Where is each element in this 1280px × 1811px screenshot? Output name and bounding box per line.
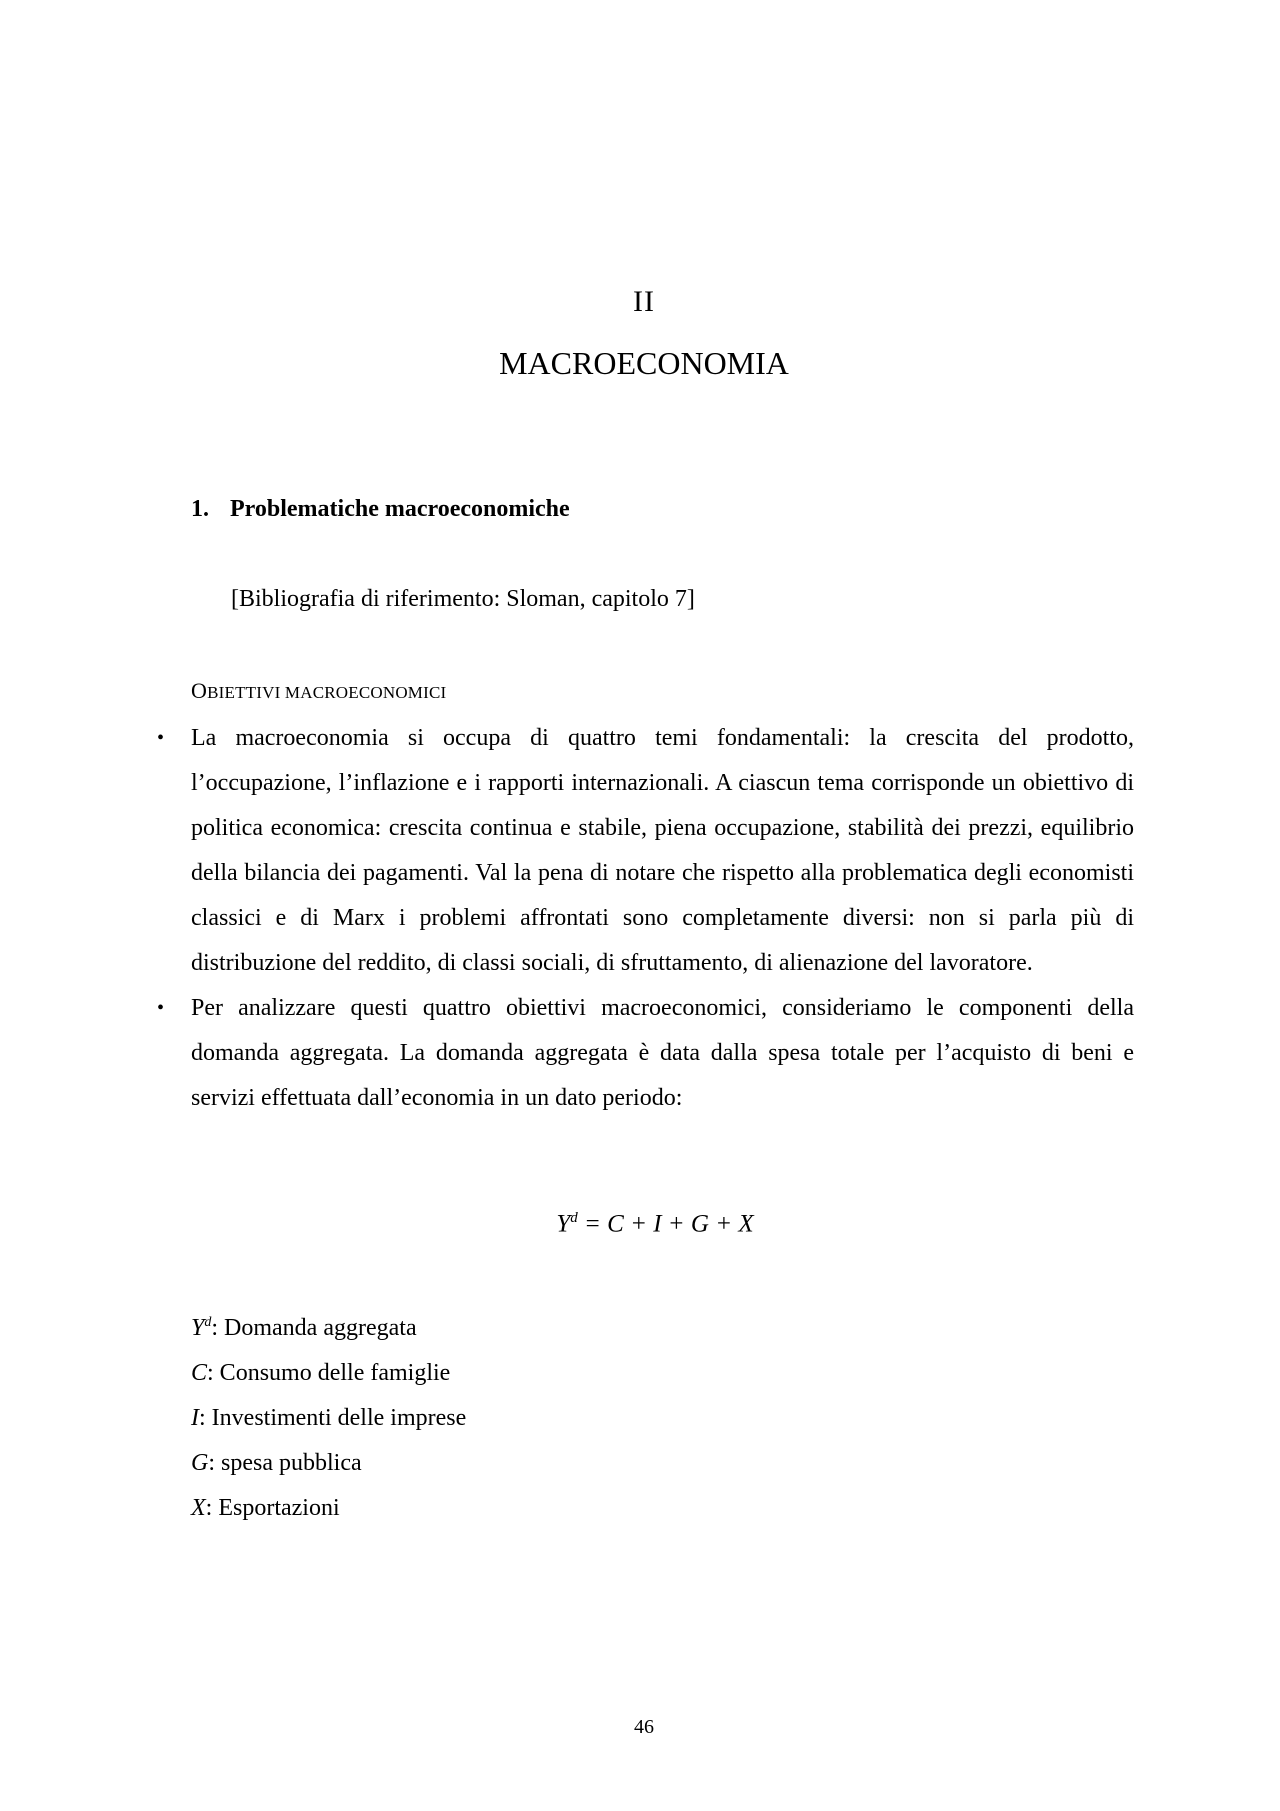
page-number: 46 (634, 1716, 654, 1738)
bullet-list (157, 716, 1134, 1121)
legend-item (191, 1441, 466, 1486)
section-number: 1. (191, 496, 209, 522)
legend-item (191, 1396, 466, 1441)
subheading-initial: O (191, 678, 208, 703)
legend-symbol: Y (191, 1315, 205, 1341)
legend-symbol: C (191, 1360, 208, 1386)
bullet-text: La macroeconomia si occupa di quattro temi fondamentali: la crescita del prodotto, l’occupazione, l’inflazione e i rapporti internazionali. A ciascun tema corrisponde un obiettivo di politica economica: crescita continua e stabile, piena occupazione, stabilità dei prezzi, equilibrio della bilancia dei pagamenti. Val la pena di notare che rispetto alla problematica degli economisti classici e di Marx i problemi affrontati sono completamente diversi: non si parla più di distribuzione del reddito, di classi sociali, di sfruttamento, di alienazione del lavoratore. (191, 725, 1134, 976)
aggregate-demand-equation (0, 1210, 1280, 1238)
bullet-item (157, 986, 1134, 1121)
chapter-title: MACROECONOMIA (499, 345, 789, 381)
legend-superscript: d (204, 1315, 212, 1330)
bullet-icon: • (157, 727, 165, 749)
bullet-text: Per analizzare questi quattro obiettivi macroeconomici, consideriamo le componenti della domanda aggregata. La domanda aggregata è data dalla spesa totale per l’acquisto di beni e servizi effettuata dall’economia in un dato periodo: (191, 995, 1134, 1111)
legend-text: : Investimenti delle imprese (199, 1405, 467, 1431)
bullet-item (157, 716, 1134, 986)
legend-text: : spesa pubblica (208, 1450, 362, 1476)
subheading (191, 678, 446, 704)
legend-symbol: X (191, 1495, 206, 1521)
legend-item (191, 1351, 466, 1396)
section-heading (191, 496, 570, 523)
equation-lhs: Y (556, 1210, 571, 1238)
bibliography-reference: [Bibliografia di riferimento: Sloman, capitolo 7] (231, 586, 695, 612)
legend-text: : Domanda aggregata (211, 1315, 417, 1341)
equation-lhs-superscript: d (570, 1210, 578, 1226)
legend-item (191, 1486, 466, 1531)
legend-symbol: I (191, 1405, 199, 1431)
legend-text: : Esportazioni (205, 1495, 340, 1521)
subheading-rest: BIETTIVI MACROECONOMICI (207, 683, 447, 702)
legend-text: : Consumo delle famiglie (207, 1360, 451, 1386)
legend-item (191, 1300, 466, 1351)
equation-rhs: = C + I + G + X (577, 1210, 754, 1238)
equation-legend (191, 1300, 466, 1531)
bullet-icon: • (157, 997, 165, 1019)
legend-symbol: G (191, 1450, 209, 1476)
chapter-number: II (633, 285, 655, 318)
section-title: Problematiche macroeconomiche (230, 496, 570, 522)
